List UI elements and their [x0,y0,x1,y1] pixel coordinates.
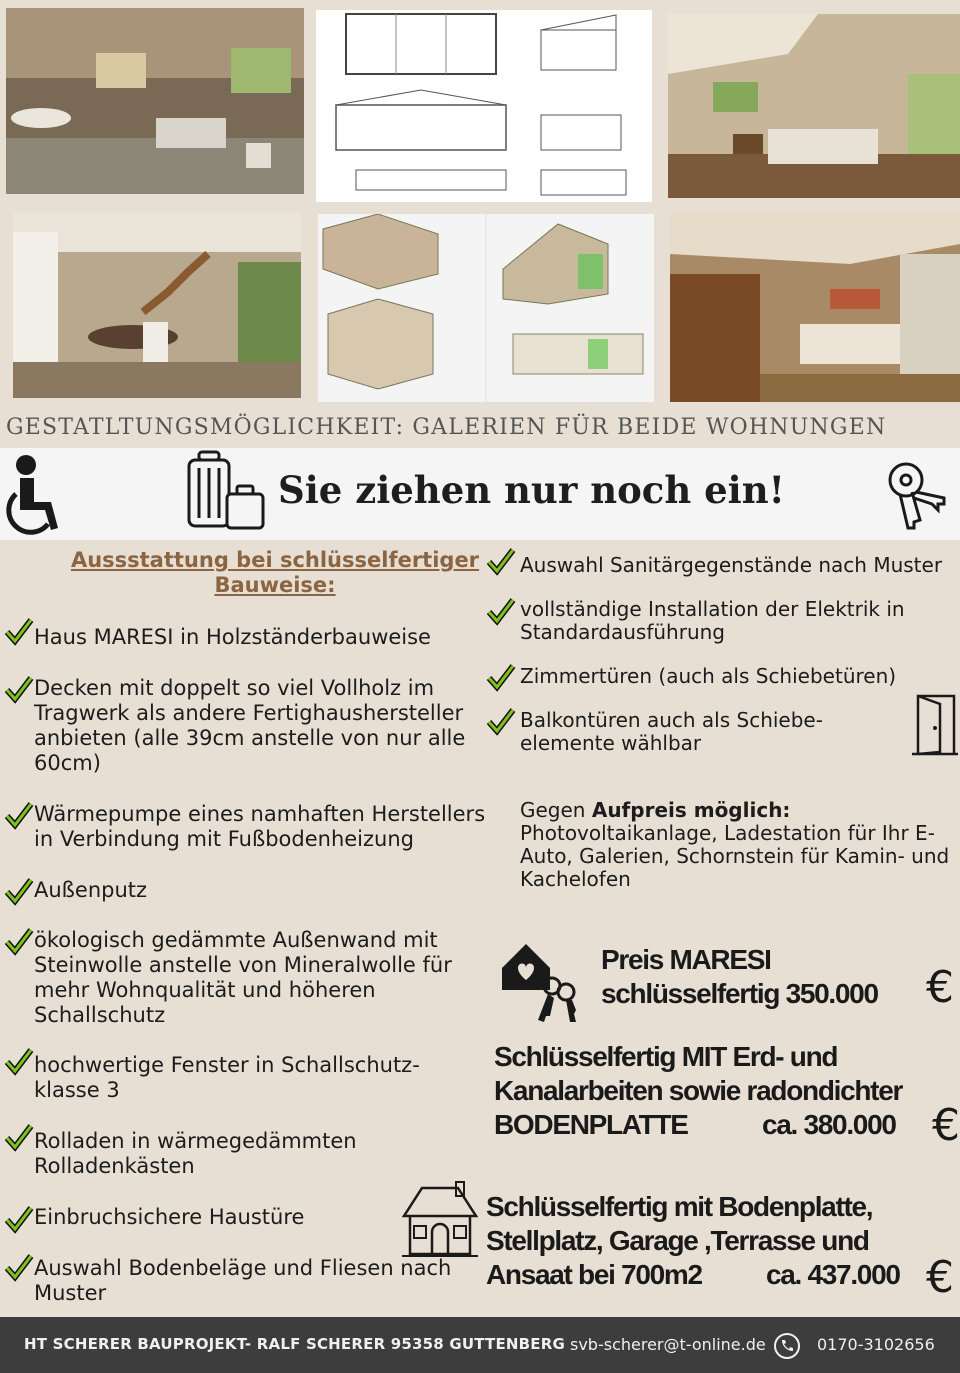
banner-title: Sie ziehen nur noch ein! [278,468,785,512]
feature-right-2: Zimmertüren (auch als Schiebetüren) [520,664,897,688]
floorplan-drawing [316,10,652,202]
extra-prefix: Gegen [520,798,592,822]
feature-left-4: ökologisch gedämmte Außenwand mit Steinwolle anstelle von Mineralwolle für mehr Wohnqualität und höheren Schallschutz [34,928,452,1027]
gallery-bedroom-photo [670,214,960,402]
price-3-line3: Ansaat bei 700m2 [486,1259,702,1290]
price-3-line1: Schlüsselfertig mit Bodenplatte, [486,1191,873,1222]
features-heading-line1: Aussstattung bei schlüsselfertiger [70,548,480,572]
phone-icon [773,1332,801,1360]
feature-left-1: Decken mit doppelt so viel Vollholz im Tragwerk als andere Fertighaushersteller anbieten (alle 39cm anstelle von nur alle 60cm) [34,676,466,775]
extra-options [520,799,960,891]
price-3 [486,1190,956,1292]
features-heading-line2: Bauweise: [214,573,336,597]
feature-right-1: vollständige Installation der Elektrik in Standardausführung [520,597,905,644]
feature-left-0: Haus MARESI in Holzständerbauweise [34,625,431,649]
price-1 [601,943,878,1011]
features-heading [70,548,480,598]
price-2-line1: Schlüsselfertig MIT Erd- und [494,1041,838,1072]
footer-email[interactable]: svb-scherer@t-online.de [570,1335,766,1354]
checkmark-icon [4,1046,34,1076]
price-3-amount: ca. 437.000 [766,1259,900,1290]
checkmark-icon [4,1122,34,1152]
3d-section-drawing [318,214,654,402]
dining-staircase-photo [13,212,301,398]
door-icon [910,692,960,756]
euro-icon: € [926,962,954,1013]
price-1-line1: Preis MARESI [601,944,771,975]
checkmark-icon [486,706,516,736]
euro-icon: € [926,1252,954,1303]
euro-icon: € [932,1100,960,1151]
checkmark-icon [4,1204,34,1234]
checkmark-icon [486,546,516,576]
keys-icon [884,458,956,538]
banner [0,448,960,540]
extra-bold: Aufpreis möglich: [591,798,791,822]
price-2 [494,1040,954,1142]
price-2-amount: ca. 380.000 [762,1109,896,1140]
wheelchair-icon [6,454,66,536]
footer-phone[interactable]: 0170-3102656 [817,1335,935,1354]
price-1-line2: schlüsselfertig 350.000 [601,978,878,1009]
subheading: GESTATLTUNGSMÖGLICHKEIT: GALERIEN FÜR BEIDE WOHNUNGEN [6,415,887,440]
feature-left-7: Einbruchsichere Haustüre [34,1205,305,1229]
luggage-icon [185,450,267,532]
footer [0,1317,960,1373]
checkmark-icon [4,800,34,830]
checkmark-icon [4,926,34,956]
footer-company: HT SCHERER BAUPROJEKT- RALF SCHERER 95358 GUTTENBERG [24,1335,565,1353]
extra-text: Photovoltaikanlage, Ladestation für Ihr E-Auto, Galerien, Schornstein für Kamin- und Kachelofen [520,821,950,891]
feature-left-2: Wärmepumpe eines namhaften Herstellers in Verbindung mit Fußbodenheizung [34,802,486,851]
feature-left-5: hochwertige Fenster in Schallschutz-klasse 3 [34,1053,420,1102]
feature-left-6: Rolladen in wärmegedämmten Rolladenkästen [34,1129,357,1178]
feature-left-8: Auswahl Bodenbeläge und Fliesen nach Muster [34,1256,452,1305]
feature-right-3: Balkontüren auch als Schiebe-elemente wählbar [520,708,823,755]
checkmark-icon [486,596,516,626]
feature-left-3: Außenputz [34,878,148,902]
price-2-line3: BODENPLATTE [494,1109,688,1140]
cottage-icon [400,1180,480,1260]
bathroom-photo [6,8,304,194]
house-keys-icon [496,938,582,1026]
checkmark-icon [486,662,516,692]
bedroom-photo [668,14,960,198]
checkmark-icon [4,1252,34,1282]
checkmark-icon [4,674,34,704]
price-3-line2: Stellplatz, Garage ,Terrasse und [486,1225,869,1256]
checkmark-icon [4,616,34,646]
checkmark-icon [4,876,34,906]
price-2-line2: Kanalarbeiten sowie radondichter [494,1075,903,1106]
feature-right-0: Auswahl Sanitärgegenstände nach Muster [520,553,943,577]
